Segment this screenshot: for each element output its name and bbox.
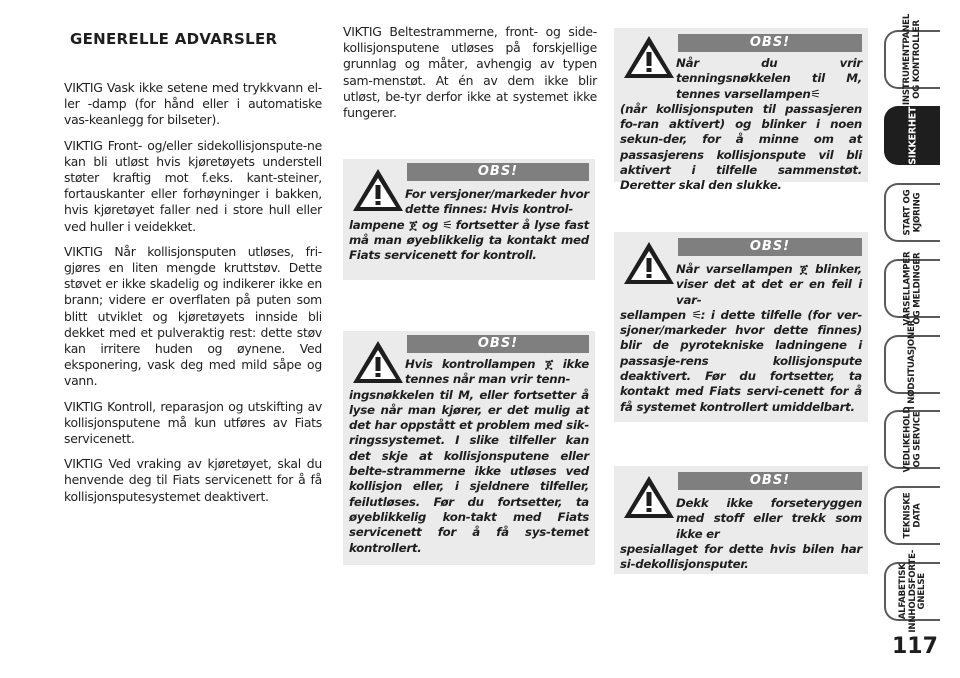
warning-paragraph: VIKTIG Vask ikke setene med trykkvann el-ler -damp (for hånd eller i automatiske vas-keanlegg for bilseter). <box>64 80 322 128</box>
tab-start-og-kjoring[interactable] <box>884 183 940 242</box>
obs-text-part: fortsetter å lyse fast må man øyeblikkelig ta kontakt med Fiats servicenett for kontroll. <box>349 217 589 263</box>
obs-text-part: blinker, viser det at det er en feil i var- <box>676 262 863 307</box>
tab-label: INSTRUMENTPANEL OG KONTROLLER <box>902 13 922 106</box>
tab-label: START OG KJØRING <box>902 189 922 236</box>
obs-text-part: spesiallaget for dette hvis bilen har si-dekollisjonsputer. <box>620 541 862 572</box>
page-number: 117 <box>892 634 938 659</box>
obs-text-part: ikke tennes når man vrir tenn- <box>405 357 590 387</box>
tab-label: SIKKERHET <box>907 106 919 165</box>
obs-text <box>620 56 862 194</box>
warning-paragraph: VIKTIG Ved vraking av kjøretøyet, skal du henvende deg til Fiats servicenett for å få kollisjonsputesystemet deaktivert. <box>64 456 322 504</box>
obs-label: OBS! <box>407 335 589 353</box>
obs-text-part: : i dette tilfelle (for ver-sjoner/markeder hvor dette finnes) blir de pyrotekniske ladningene i passasje-rens kollisjonspute deaktivert. Før du fortsetter, ta kontakt med Fiats servi-cenett for å få systemet kontrollert umiddelbart. <box>620 307 862 414</box>
chapter-tab-index <box>878 0 960 678</box>
obs-text-part: sellampen <box>620 307 692 322</box>
obs-warning-box <box>614 28 868 193</box>
obs-warning-box <box>614 466 868 574</box>
tab-label: I NØDSITUASJONER <box>907 319 918 410</box>
obs-text-part: Når varsellampen <box>676 262 800 276</box>
tab-nodsituasjoner[interactable] <box>884 319 940 410</box>
obs-warning-box <box>343 159 595 280</box>
tab-label: VARSELLAMPER OG MELDINGER <box>902 251 922 326</box>
warning-paragraph: VIKTIG Front- og/eller sidekollisjonspute-ne kan bli utløst hvis kjøretøyets understell støter kraftig mot f.eks. kant-steiner, fortauskanter eller forhøyninger i bakken, hvis kjøretøyet faller ned i store hull eller ved huller i veidekket. <box>64 137 322 234</box>
passenger-airbag-lamp-icon: ⚟ <box>442 217 453 232</box>
tab-label: TEKNISKE DATA <box>902 492 922 539</box>
section-heading: GENERELLE ADVARSLER <box>70 30 278 48</box>
obs-label: OBS! <box>407 163 589 181</box>
tab-label: VEDLIKEHOLD OG SERVICE <box>902 406 923 473</box>
obs-warning-box <box>614 232 868 422</box>
tab-vedlikehold[interactable] <box>884 406 940 473</box>
tab-sikkerhet[interactable] <box>884 106 940 165</box>
obs-text <box>349 357 589 556</box>
obs-text-part: Når du vrir tenningsnøkkelen til M, tennes varsellampen <box>676 56 862 101</box>
general-warnings-column <box>64 80 322 514</box>
passenger-airbag-lamp-icon: ⚟ <box>691 307 703 322</box>
passenger-airbag-lamp-icon: ⚟ <box>810 86 821 101</box>
obs-text-part: Hvis kontrollampen <box>405 357 545 371</box>
obs-text-part: ingsnøkkelen til M, eller fortsetter å lyse når man kjører, er det mulig at det har oppstått et problem med sik-ringssystemet. I slike tilfeller kan det skje at kollisjonsputene eller belte-strammerne ikke utløses ved kollisjon eller, i sjeldnere tilfeller, feilutløses. Før du fortsetter, ta øyeblikkelig kon-takt med Fiats servicenett for å få sys-temet kontrollert. <box>349 387 589 555</box>
obs-text-first: Dekk ikke forseteryggen med stoff eller trekk som ikke er <box>676 496 862 541</box>
obs-label: OBS! <box>678 472 862 490</box>
tab-alfabetisk[interactable] <box>884 550 940 633</box>
warning-paragraph: VIKTIG Når kollisjonsputen utløses, fri-gjøres en liten mengde kruttstøv. Dette støvet er ikke skadelig og indikerer ikke en brann; videre er overflaten på puten som blitt utviklet og kjøretøyets innside bli dekket med et pulveraktig rest: dette støv kan irritere huden og øynene. Ved eksponering, vask deg med mild såpe og vann. <box>64 243 322 389</box>
obs-text-first: For versjoner/markeder hvor dette finnes: Hvis kontrol- <box>405 187 589 217</box>
obs-label: OBS! <box>678 34 862 52</box>
warning-paragraph: VIKTIG Kontroll, reparasjon og utskifting av kollisjonsputene må kun utføres av Fiats servicenett. <box>64 398 322 447</box>
tab-tekniske-data[interactable] <box>884 486 940 545</box>
obs-text <box>620 496 862 572</box>
airbag-warning-lamp-icon: ጀ <box>545 357 553 371</box>
obs-text-part: lampene <box>349 217 409 232</box>
tab-instrumentpanel[interactable] <box>884 13 940 106</box>
tab-varsellamper[interactable] <box>884 251 940 326</box>
obs-warning-box <box>343 331 595 565</box>
obs-label: OBS! <box>678 238 862 256</box>
airbag-warning-lamp-icon: ጀ <box>409 217 418 232</box>
obs-text <box>620 262 862 415</box>
obs-text <box>349 187 589 263</box>
airbag-warning-lamp-icon: ጀ <box>799 262 808 276</box>
tab-label: ALFABETISK INNHOLDSFORTE- GNELSE <box>897 550 927 633</box>
obs-text-part: og <box>417 217 443 232</box>
obs-text-part: (når kollisjonsputen til passasjeren fo-ran aktivert) og blinker i noen sekun-der, for å minne om at passasjerens kollisjonspute vil bli aktivert i tilfelle sammenstøt. Deretter skal den slukke. <box>620 101 862 193</box>
belt-tensioner-note: VIKTIG Beltestrammerne, front- og side-kollisjonsputene utløses på forskjellige grunnlag og måter, avhengig av typen sam-menstøt. At én av dem ikke blir utløst, be-tyr derfor ikke at systemet ikke fungerer. <box>343 24 597 121</box>
